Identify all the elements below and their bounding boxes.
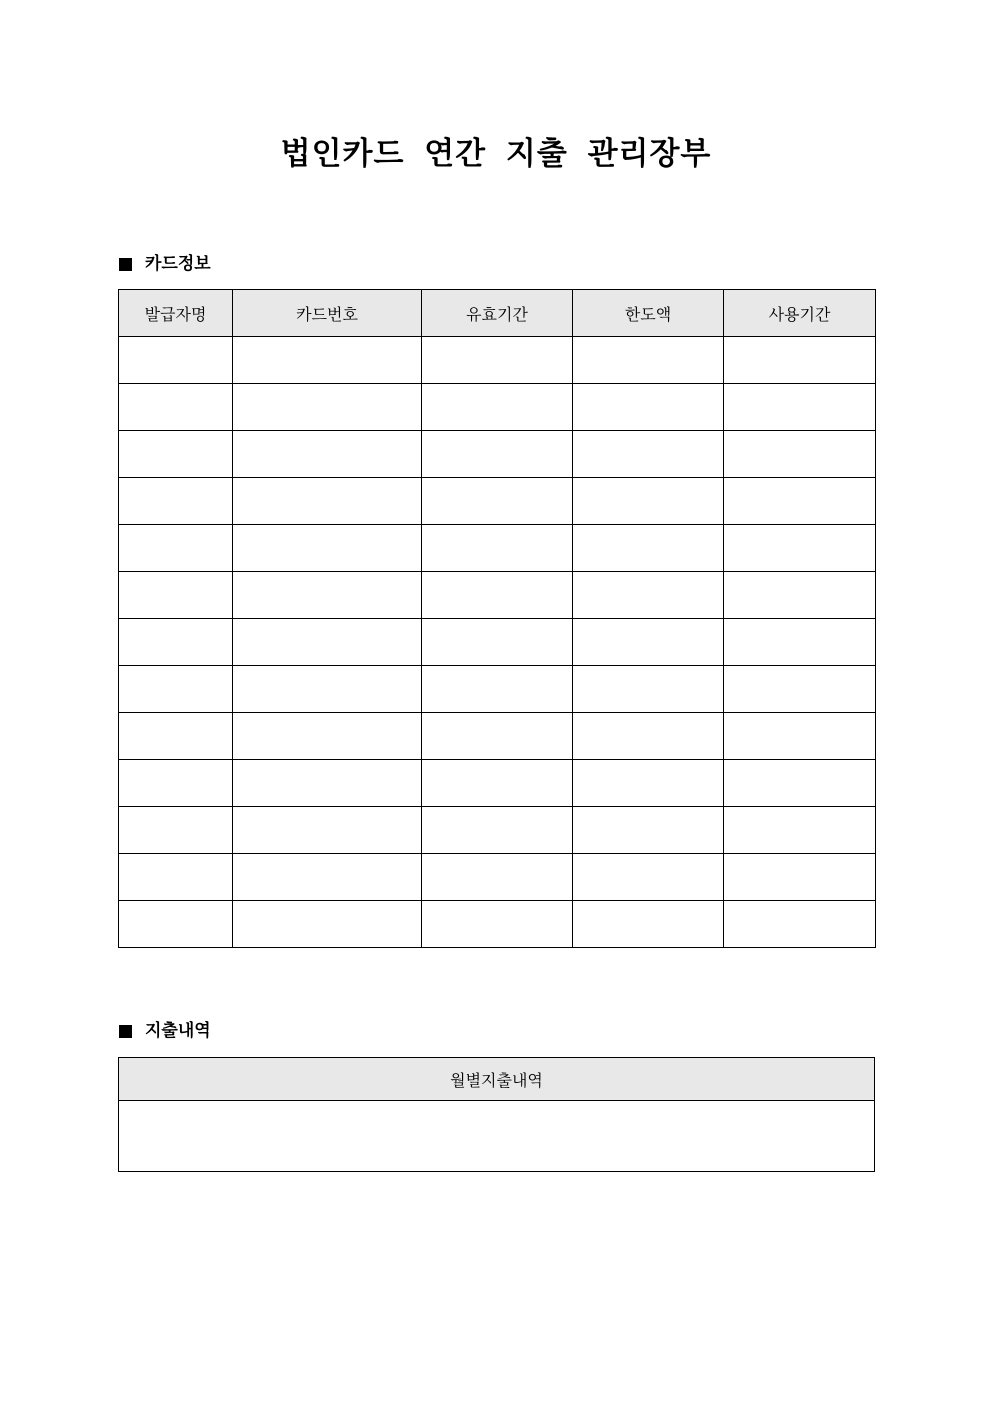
table-row <box>119 713 876 760</box>
cell-issuer[interactable] <box>119 666 233 713</box>
cell-usage-period[interactable] <box>724 760 876 807</box>
cell-expiry[interactable] <box>422 337 573 384</box>
square-bullet-icon <box>119 1025 132 1038</box>
cell-issuer[interactable] <box>119 854 233 901</box>
cell-card-number[interactable] <box>233 384 422 431</box>
cell-expiry[interactable] <box>422 478 573 525</box>
table-row <box>119 666 876 713</box>
cell-card-number[interactable] <box>233 854 422 901</box>
cell-usage-period[interactable] <box>724 666 876 713</box>
cell-expiry[interactable] <box>422 666 573 713</box>
table-row <box>119 431 876 478</box>
cell-issuer[interactable] <box>119 619 233 666</box>
cell-card-number[interactable] <box>233 666 422 713</box>
cell-expiry[interactable] <box>422 807 573 854</box>
cell-limit[interactable] <box>573 525 724 572</box>
cell-expiry[interactable] <box>422 384 573 431</box>
cell-limit[interactable] <box>573 760 724 807</box>
cell-limit[interactable] <box>573 384 724 431</box>
cell-usage-period[interactable] <box>724 525 876 572</box>
table-row <box>119 478 876 525</box>
cell-issuer[interactable] <box>119 384 233 431</box>
cell-issuer[interactable] <box>119 572 233 619</box>
cell-limit[interactable] <box>573 807 724 854</box>
cell-usage-period[interactable] <box>724 619 876 666</box>
cell-limit[interactable] <box>573 666 724 713</box>
cell-card-number[interactable] <box>233 901 422 948</box>
cell-card-number[interactable] <box>233 713 422 760</box>
cell-limit[interactable] <box>573 854 724 901</box>
cell-expiry[interactable] <box>422 713 573 760</box>
cell-limit[interactable] <box>573 478 724 525</box>
page-title: 법인카드 연간 지출 관리장부 <box>280 136 712 172</box>
spending-heading <box>119 1019 211 1043</box>
table-row <box>119 525 876 572</box>
card-info-heading <box>119 252 211 276</box>
cell-expiry[interactable] <box>422 431 573 478</box>
table-row <box>119 337 876 384</box>
cell-limit[interactable] <box>573 337 724 384</box>
column-header-expiry: 유효기간 <box>422 290 573 337</box>
card-info-heading-label: 카드정보 <box>145 254 211 274</box>
cell-issuer[interactable] <box>119 431 233 478</box>
table-row <box>119 384 876 431</box>
square-bullet-icon <box>119 258 132 271</box>
cell-expiry[interactable] <box>422 901 573 948</box>
spending-header-row <box>119 1058 875 1101</box>
cell-card-number[interactable] <box>233 431 422 478</box>
cell-issuer[interactable] <box>119 807 233 854</box>
cell-card-number[interactable] <box>233 807 422 854</box>
card-info-table <box>118 289 876 948</box>
table-row <box>119 619 876 666</box>
cell-issuer[interactable] <box>119 901 233 948</box>
table-row <box>119 854 876 901</box>
cell-card-number[interactable] <box>233 478 422 525</box>
table-row <box>119 901 876 948</box>
cell-limit[interactable] <box>573 713 724 760</box>
cell-issuer[interactable] <box>119 478 233 525</box>
card-info-header-row <box>119 290 876 337</box>
cell-card-number[interactable] <box>233 337 422 384</box>
table-row <box>119 807 876 854</box>
cell-usage-period[interactable] <box>724 807 876 854</box>
cell-usage-period[interactable] <box>724 431 876 478</box>
cell-card-number[interactable] <box>233 572 422 619</box>
cell-issuer[interactable] <box>119 713 233 760</box>
cell-usage-period[interactable] <box>724 337 876 384</box>
monthly-spending-cell[interactable] <box>119 1101 875 1172</box>
cell-usage-period[interactable] <box>724 854 876 901</box>
column-header-limit: 한도액 <box>573 290 724 337</box>
monthly-spending-header: 월별지출내역 <box>119 1058 875 1101</box>
cell-issuer[interactable] <box>119 525 233 572</box>
cell-issuer[interactable] <box>119 760 233 807</box>
cell-expiry[interactable] <box>422 572 573 619</box>
spending-table <box>118 1057 875 1172</box>
table-row <box>119 760 876 807</box>
column-header-usage-period: 사용기간 <box>724 290 876 337</box>
cell-usage-period[interactable] <box>724 713 876 760</box>
column-header-card-number: 카드번호 <box>233 290 422 337</box>
cell-card-number[interactable] <box>233 760 422 807</box>
cell-expiry[interactable] <box>422 619 573 666</box>
cell-usage-period[interactable] <box>724 384 876 431</box>
cell-issuer[interactable] <box>119 337 233 384</box>
cell-usage-period[interactable] <box>724 478 876 525</box>
spending-content-row <box>119 1101 875 1172</box>
cell-limit[interactable] <box>573 572 724 619</box>
cell-expiry[interactable] <box>422 525 573 572</box>
cell-expiry[interactable] <box>422 854 573 901</box>
cell-card-number[interactable] <box>233 525 422 572</box>
cell-limit[interactable] <box>573 901 724 948</box>
cell-usage-period[interactable] <box>724 572 876 619</box>
spending-heading-label: 지출내역 <box>145 1021 211 1041</box>
cell-limit[interactable] <box>573 619 724 666</box>
cell-expiry[interactable] <box>422 760 573 807</box>
cell-usage-period[interactable] <box>724 901 876 948</box>
cell-limit[interactable] <box>573 431 724 478</box>
column-header-issuer: 발급자명 <box>119 290 233 337</box>
table-row <box>119 572 876 619</box>
cell-card-number[interactable] <box>233 619 422 666</box>
